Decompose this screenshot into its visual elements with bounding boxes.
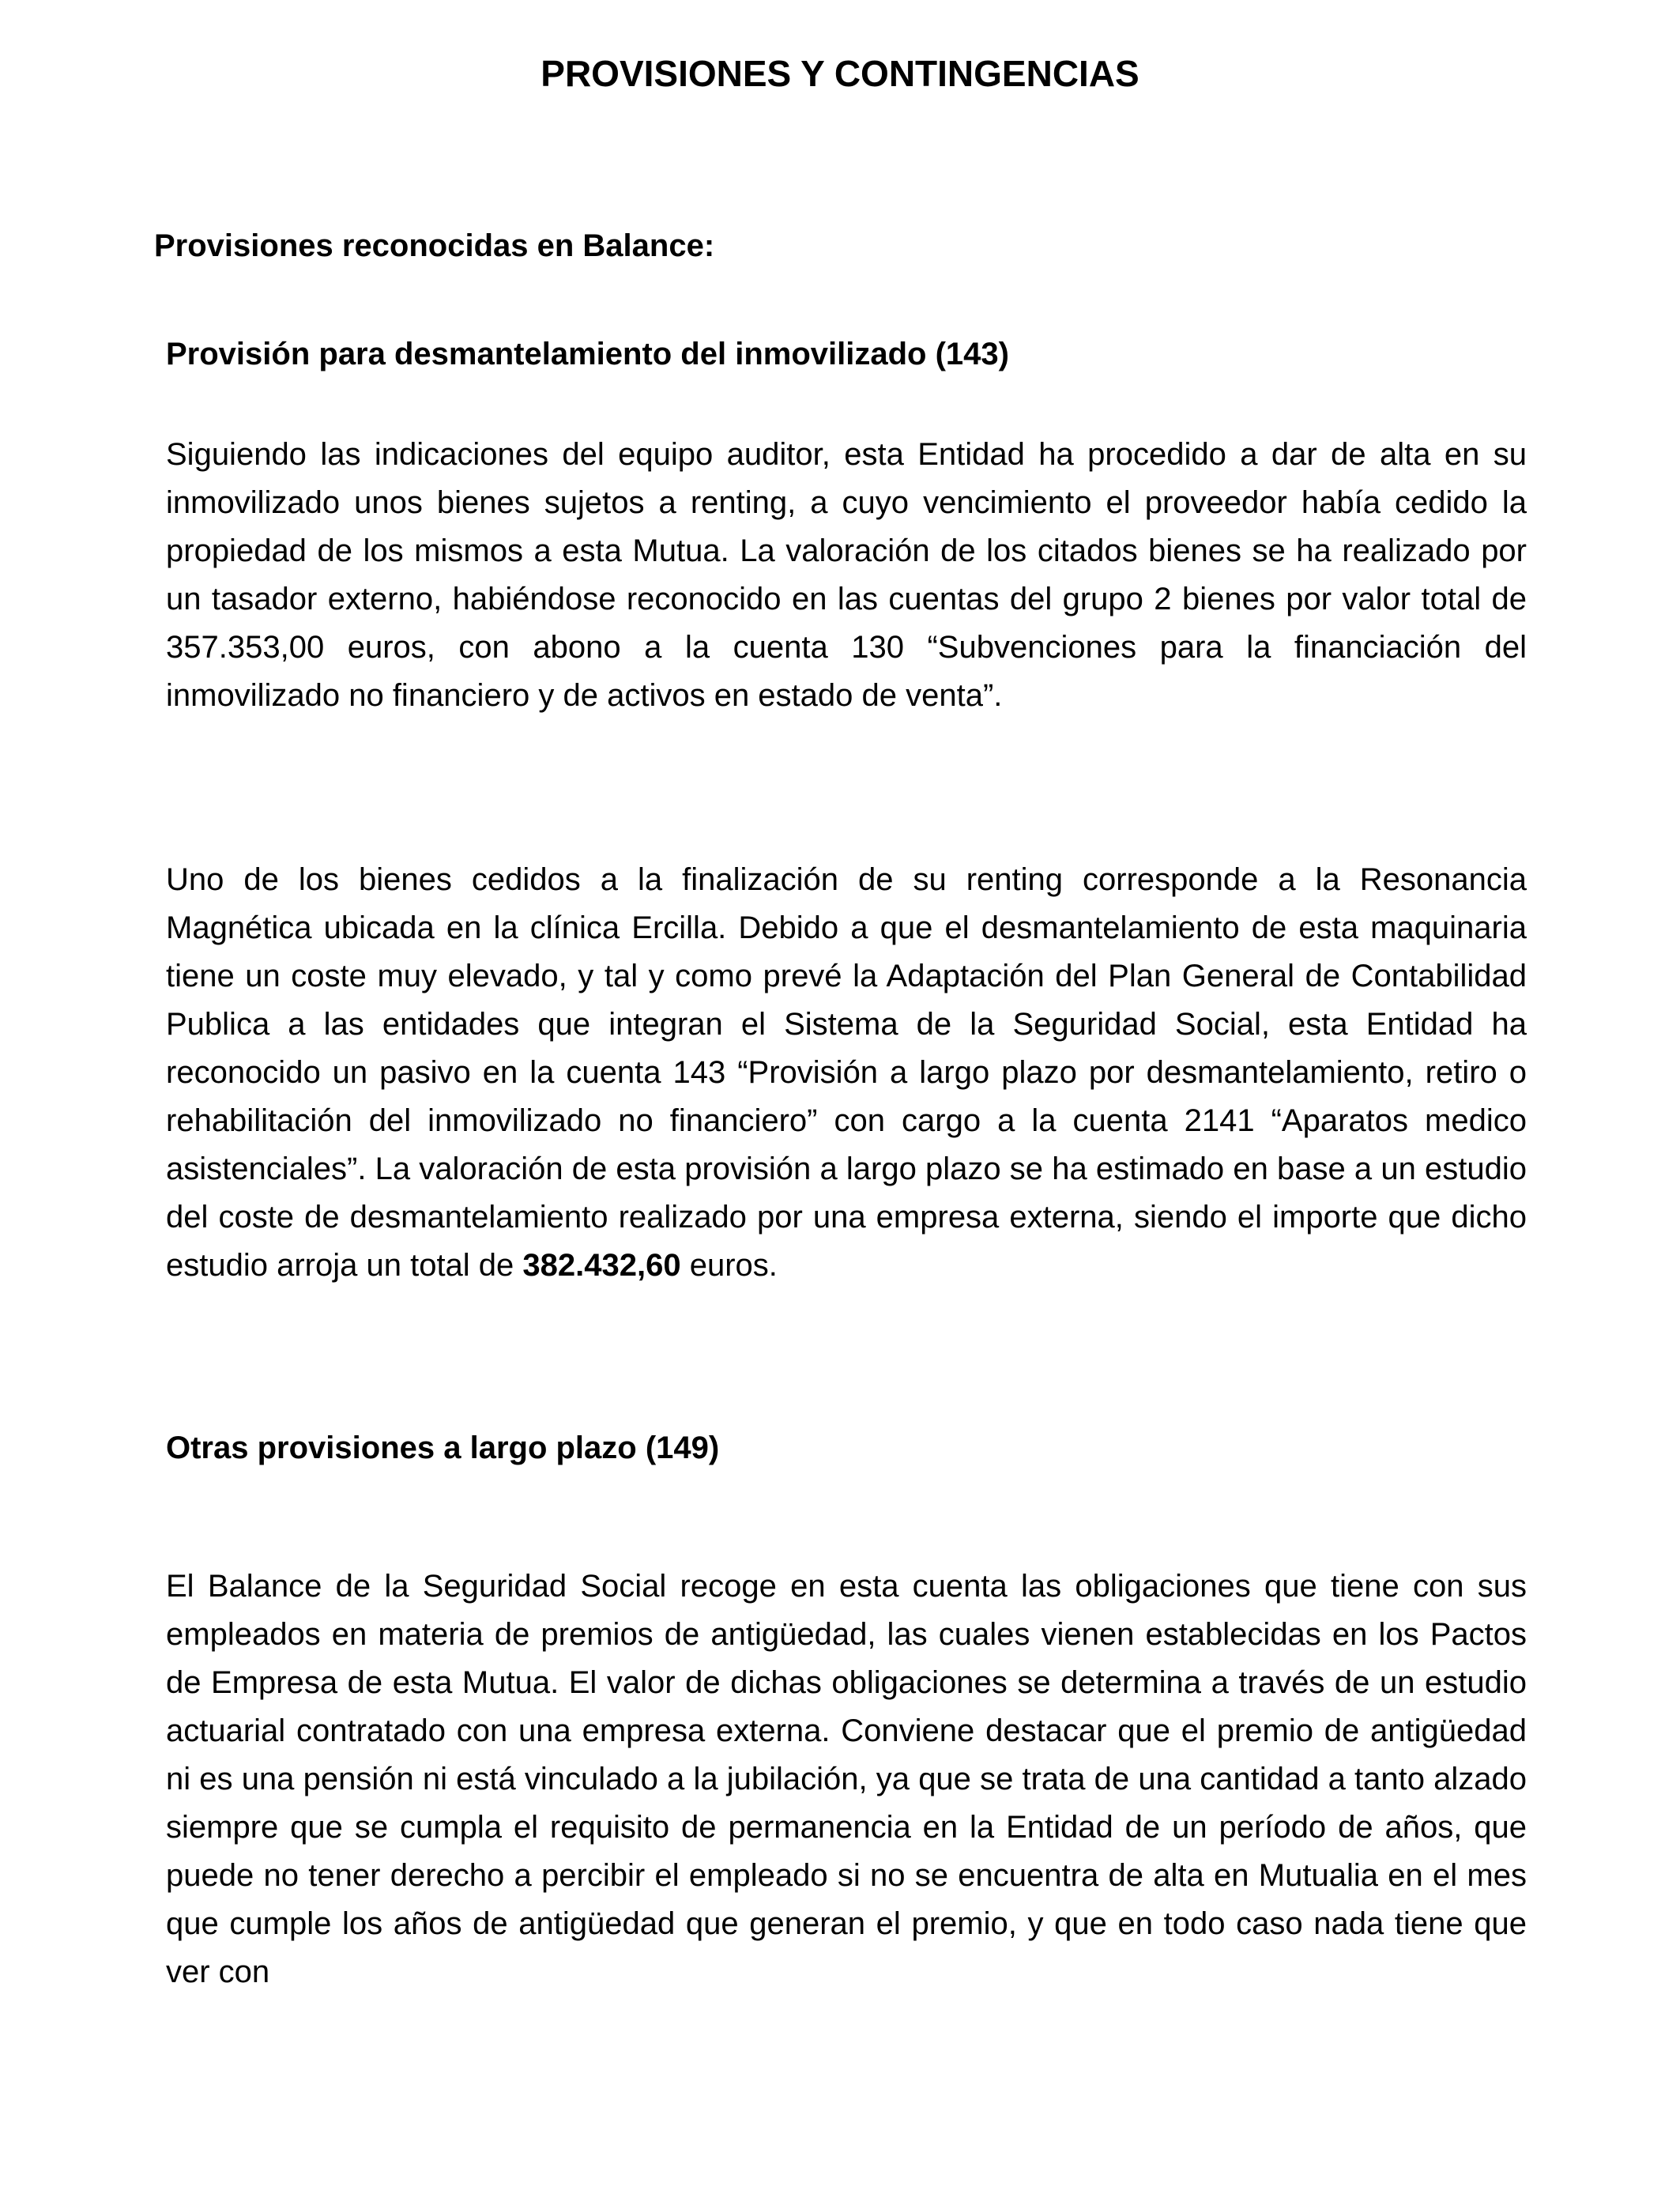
paragraph-dismantling-mri: [166, 856, 1527, 1290]
subsection-heading-dismantling: Provisión para desmantelamiento del inmovilizado (143): [166, 337, 1009, 371]
subsection-heading-other-provisions: Otras provisiones a largo plazo (149): [166, 1431, 720, 1465]
paragraph-seniority-awards: El Balance de la Seguridad Social recoge en esta cuenta las obligaciones que tiene con sus empleados en materia de premios de antigüedad, las cuales vienen establecidas en los Pactos de Empresa de esta Mutua. El valor de dichas obligaciones se determina a través de un estudio actuarial contratado con una empresa externa. Conviene destacar que el premio de antigüedad ni es una pensión ni está vinculado a la jubilación, ya que se trata de una cantidad a tanto alzado siempre que se cumpla el requisito de permanencia en la Entidad de un período de años, que puede no tener derecho a percibir el empleado si no se encuentra de alta en Mutualia en el mes que cumple los años de antigüedad que generan el premio, y que en todo caso nada tiene que ver con: [166, 1569, 1527, 1989]
provision-amount: 382.432,60: [522, 1248, 681, 1283]
paragraph-dismantling-assets: Siguiendo las indicaciones del equipo auditor, esta Entidad ha procedido a dar de alta en su inmovilizado unos bienes sujetos a renting, a cuyo vencimiento el proveedor había cedido la propiedad de los mismos a esta Mutua. La valoración de los citados bienes se ha realizado por un tasador externo, habiéndose reconocido en las cuentas del grupo 2 bienes por valor total de 357.353,00 euros, con abono a la cuenta 130 “Subvenciones para la financiación del inmovilizado no financiero y de activos en estado de venta”.: [166, 437, 1527, 713]
section-heading: Provisiones reconocidas en Balance:: [154, 228, 715, 263]
document-title: PROVISIONES Y CONTINGENCIAS: [541, 53, 1139, 94]
paragraph-text-after: euros.: [680, 1248, 778, 1283]
paragraph-text-before: Uno de los bienes cedidos a la finalización de su renting corresponde a la Resonancia Magnética ubicada en la clínica Ercilla. Debido a que el desmantelamiento de esta maquinaria tiene un coste muy elevado, y tal y como prevé la Adaptación del Plan General de Contabilidad Publica a las entidades que integran el Sistema de la Seguridad Social, esta Entidad ha reconocido un pasivo en la cuenta 143 “Provisión a largo plazo por desmantelamiento, retiro o rehabilitación del inmovilizado no financiero” con cargo a la cuenta 2141 “Aparatos medico asistenciales”. La valoración de esta provisión a largo plazo se ha estimado en base a un estudio del coste de desmantelamiento realizado por una empresa externa, siendo el importe que dicho estudio arroja un total de: [166, 862, 1527, 1283]
